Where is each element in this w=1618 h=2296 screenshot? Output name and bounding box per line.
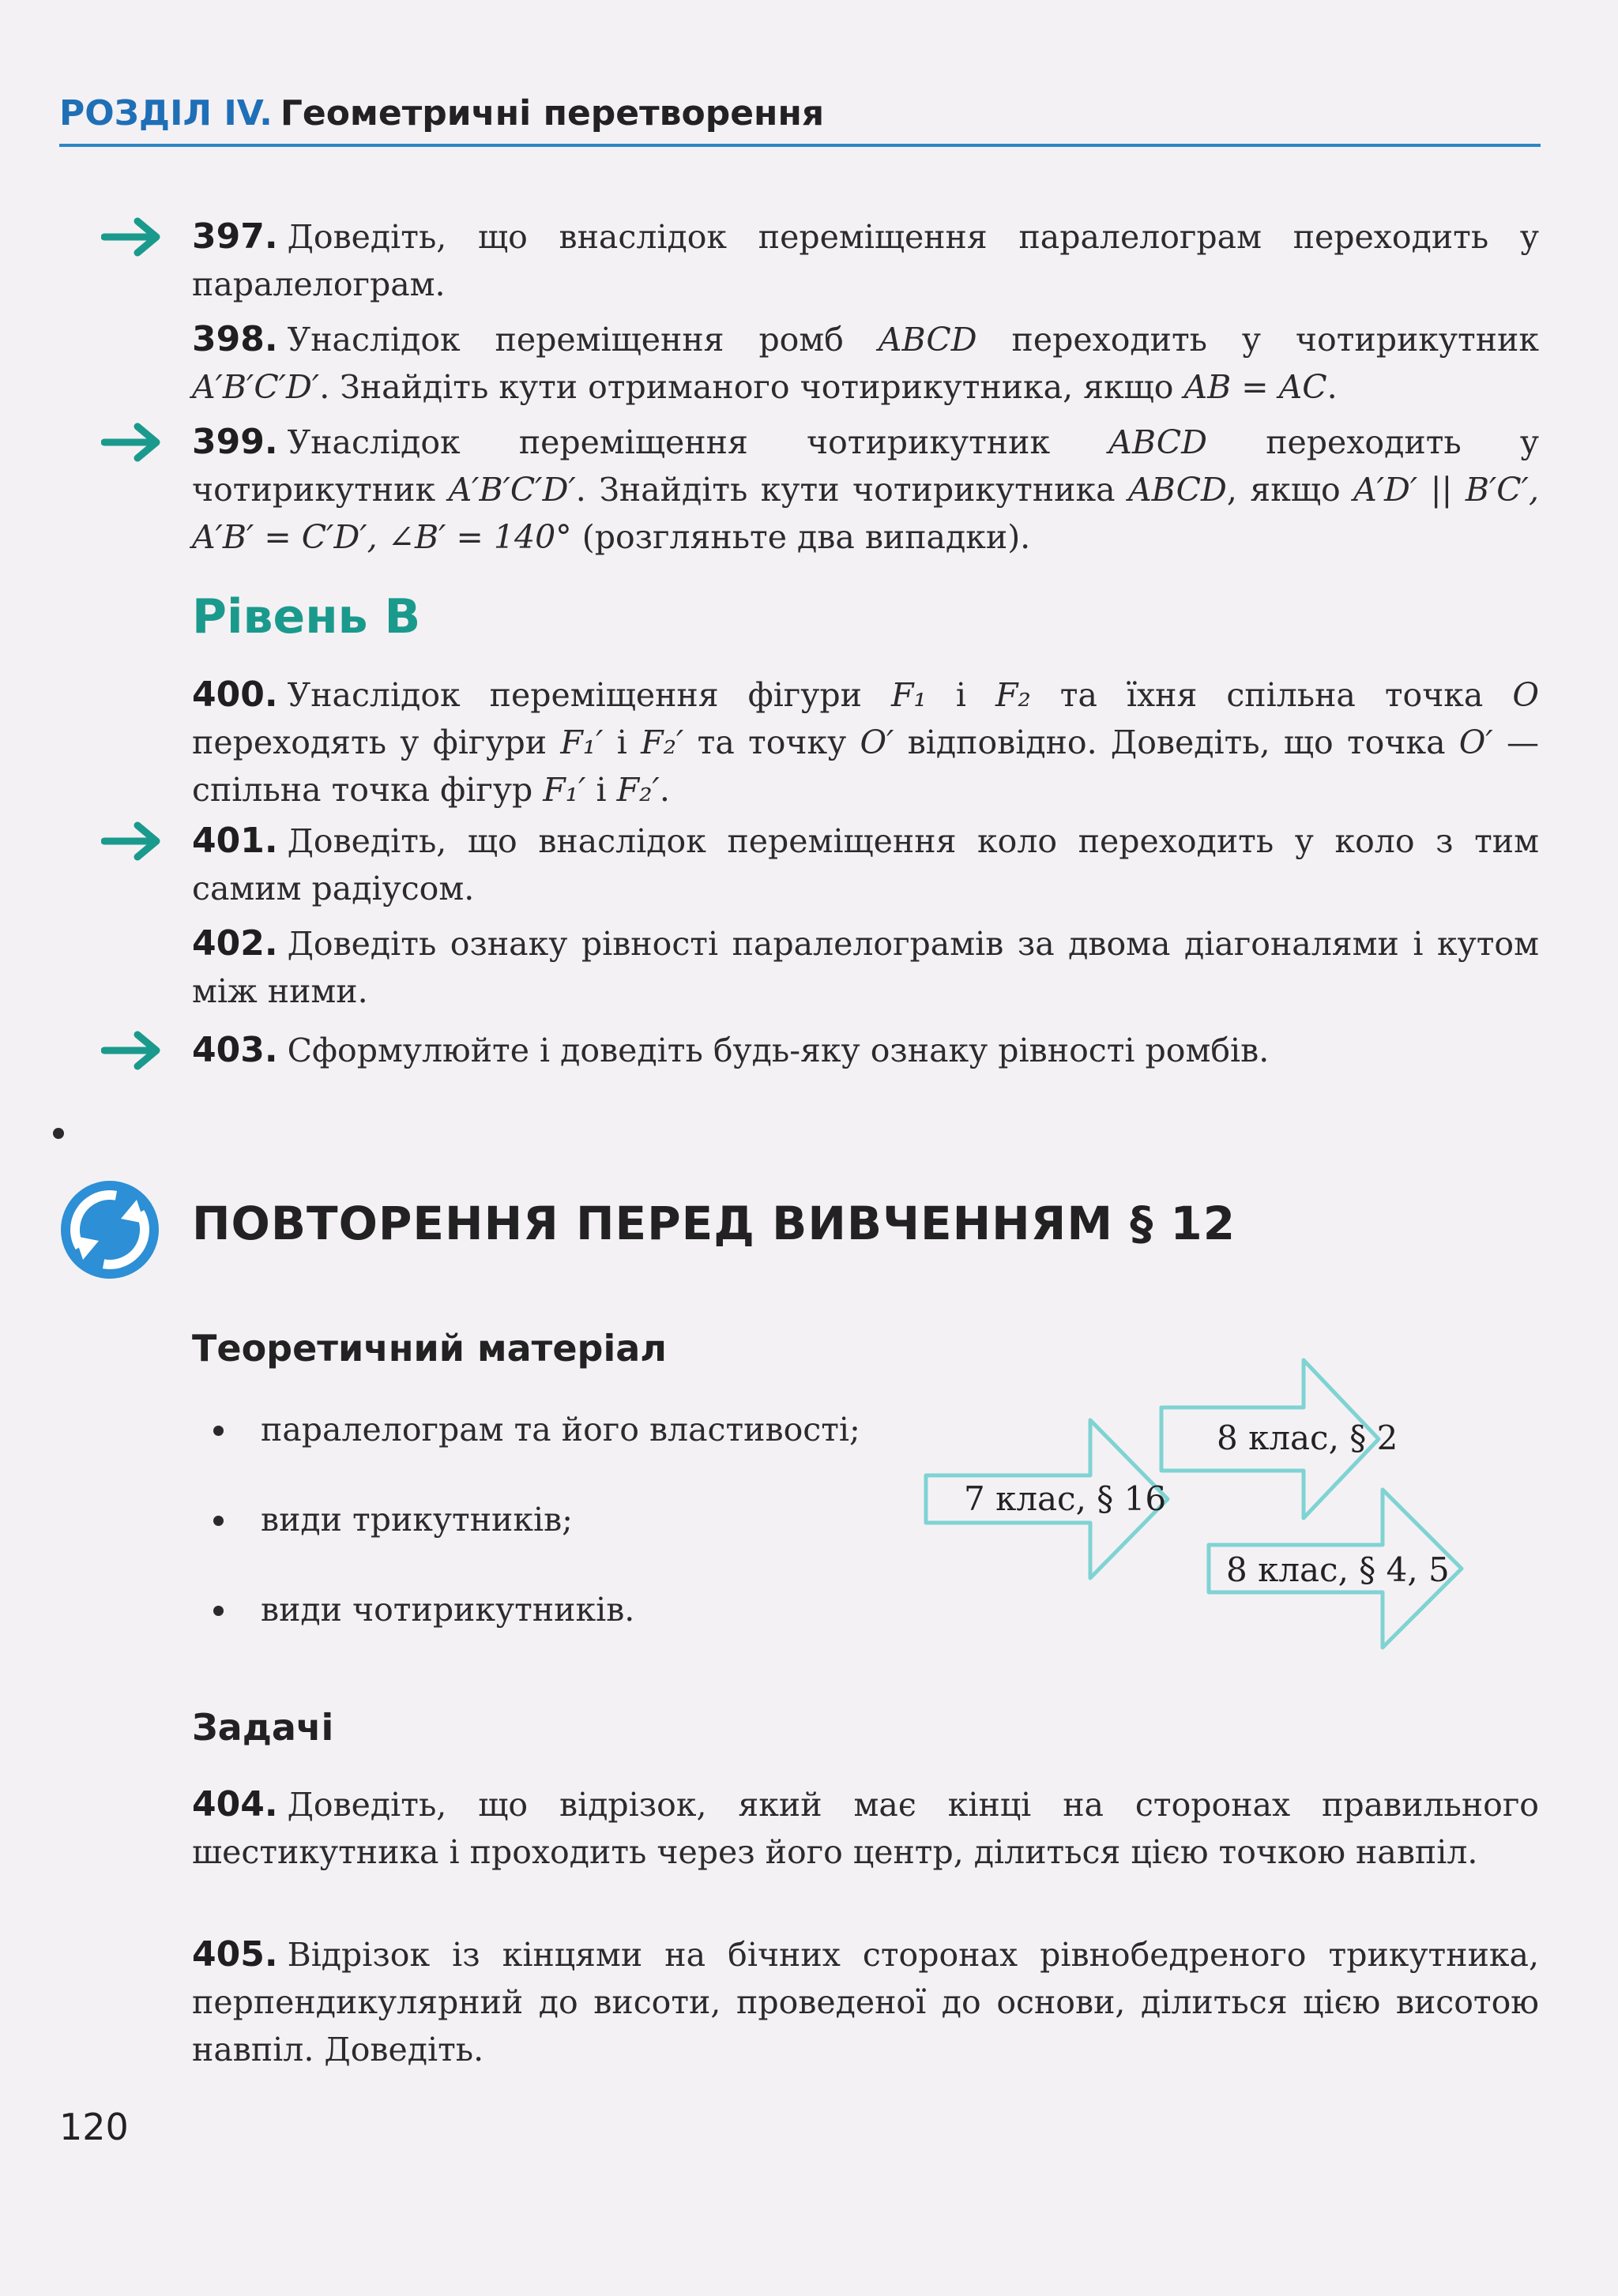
problem-398	[192, 316, 1539, 411]
reference-arrows	[916, 1327, 1541, 1738]
chapter-title: Геометричні перетворення	[280, 93, 825, 133]
ref-arrow-1	[1161, 1360, 1398, 1518]
problem-404	[192, 1781, 1539, 1876]
math-expr: ABCD	[1128, 471, 1227, 509]
problem-text: Доведіть, що внаслідок переміщення паралелограм переходить у паралелограм.	[192, 218, 1539, 303]
problem-text: — спільна точка фігур	[192, 723, 1539, 809]
math-expr: O′	[1458, 723, 1493, 761]
problem-text: Сформулюйте і доведіть будь-яку ознаку рівності ромбів.	[287, 1032, 1270, 1069]
arrow-right-icon	[101, 419, 164, 466]
problem-402	[192, 920, 1539, 1015]
arrow-right-icon	[101, 1027, 164, 1074]
problem-text: відповідно. Доведіть, що точка	[894, 723, 1459, 761]
math-expr: A′B′C′D′	[448, 471, 576, 509]
problem-text: .	[659, 771, 670, 809]
theory-list	[261, 1406, 860, 1676]
problem-text: Доведіть ознаку рівності паралелограмів за двома діагоналями і кутом між ними.	[192, 925, 1539, 1010]
math-expr: O′	[860, 723, 894, 761]
math-expr: ABCD	[878, 321, 977, 359]
ref-label: 8 клас, § 4, 5	[1226, 1550, 1450, 1589]
problem-number: 398.	[192, 319, 278, 359]
math-expr: AB = AC	[1183, 368, 1327, 406]
problem-text: і	[585, 771, 617, 809]
problem-text: Унаслідок переміщення фігури	[287, 676, 891, 714]
page-number: 120	[59, 2106, 129, 2148]
problem-text: Доведіть, що внаслідок переміщення коло переходить у коло з тим самим радіусом.	[192, 822, 1539, 908]
list-item: паралелограм та його властивості;	[261, 1406, 860, 1496]
math-expr: F₁′	[560, 723, 604, 761]
list-item: види трикутників;	[261, 1496, 860, 1586]
tasks-heading: Задачі	[192, 1706, 334, 1749]
problem-text: , якщо	[1226, 471, 1354, 509]
problem-text: Відрізок із кінцями на бічних сторонах рівнобедреного трикутника, перпендикулярний до висоти, проведеної до основи, ділиться цією висотою навпіл. Доведіть.	[192, 1936, 1539, 2069]
problem-text: та точку	[683, 723, 860, 761]
ref-arrow-3	[1209, 1490, 1462, 1648]
header-divider	[59, 144, 1541, 147]
problem-text: переходить у чотирикутник	[192, 423, 1540, 509]
problem-text: переходять у фігури	[192, 723, 561, 761]
problem-text: . Знайдіть кути отриманого чотирикутника, якщо	[319, 368, 1184, 406]
math-expr: F₂	[995, 676, 1031, 714]
problem-number: 405.	[192, 1934, 278, 1975]
ref-label: 7 клас, § 16	[964, 1479, 1167, 1518]
repeat-cycle-icon	[59, 1179, 160, 1280]
problem-text: переходить у чотирикутник	[976, 321, 1539, 359]
problem-number: 397.	[192, 216, 278, 257]
chapter-section: РОЗДІЛ IV.	[59, 93, 273, 133]
problem-text: Унаслідок переміщення чотирикутник	[287, 423, 1109, 461]
math-expr: A′D′ || B′C′, A′B′ = C′D′, ∠B′ = 140°	[192, 471, 1539, 556]
problem-403	[192, 1027, 1539, 1074]
problem-number: 402.	[192, 923, 278, 964]
math-expr: F₂′	[641, 723, 684, 761]
problem-405	[192, 1931, 1539, 2073]
problem-text: .	[1326, 368, 1338, 406]
problem-number: 403.	[192, 1030, 278, 1070]
math-expr: F₂′	[616, 771, 660, 809]
math-expr: F₁′	[543, 771, 586, 809]
problem-text: і	[603, 723, 642, 761]
problem-text: і	[926, 676, 995, 714]
problem-text: Доведіть, що відрізок, який має кінці на сторонах правильного шестикутника і проходить через його центр, ділиться цією точкою навпіл.	[192, 1786, 1539, 1871]
chapter-header	[59, 93, 824, 133]
list-item: види чотирикутників.	[261, 1586, 860, 1676]
problem-number: 399.	[192, 422, 278, 462]
math-expr: A′B′C′D′	[192, 368, 320, 406]
problem-number: 404.	[192, 1784, 278, 1824]
repetition-title: ПОВТОРЕННЯ ПЕРЕД ВИВЧЕННЯМ § 12	[192, 1197, 1236, 1250]
margin-dot	[53, 1128, 64, 1139]
problem-text: Унаслідок переміщення ромб	[287, 321, 879, 359]
problem-400	[192, 671, 1539, 814]
ref-label: 8 клас, § 2	[1217, 1419, 1398, 1457]
arrow-right-icon	[101, 817, 164, 865]
theory-heading: Теоретичний матеріал	[192, 1327, 667, 1370]
problem-401	[192, 817, 1539, 912]
problem-text: та їхня спільна точка	[1030, 676, 1513, 714]
level-heading: Рівень В	[192, 589, 421, 644]
problem-number: 401.	[192, 821, 278, 861]
math-expr: ABCD	[1108, 423, 1208, 461]
problem-397	[192, 213, 1539, 308]
math-expr: F₁	[890, 676, 927, 714]
problem-399	[192, 419, 1539, 561]
problem-number: 400.	[192, 675, 278, 715]
problem-text: (розгляньте два випадки).	[571, 518, 1031, 556]
arrow-right-icon	[101, 213, 164, 261]
math-expr: O	[1512, 676, 1539, 714]
ref-arrow-2	[926, 1420, 1168, 1578]
problem-text: . Знайдіть кути чотирикутника	[575, 471, 1129, 509]
